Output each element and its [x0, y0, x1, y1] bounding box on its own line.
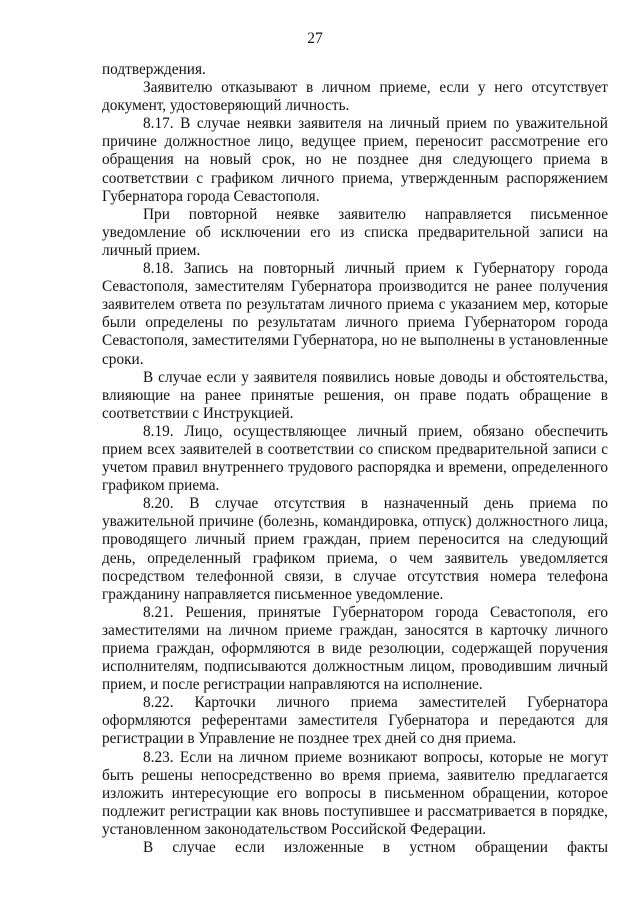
- paragraph-8-21: 8.21. Решения, принятые Губернатором города Севастополя, его заместителями на личном приеме граждан, заносятся в карточку личного приема граждан, оформляются в виде резолюции, содержащей поручения исполнителям, подписываются должностным лицом, проводившим личный прием, и после регистрации направляются на исполнение.: [102, 603, 608, 694]
- paragraph-8-17: 8.17. В случае неявки заявителя на личный прием по уважительной причине должностное лицо, ведущее прием, переносит рассмотрение его обращения на новый срок, но не позднее дня следующего приема в соответствии с графиком личного приема, утвержденным распоряжением Губернатора города Севастополя.: [102, 115, 608, 205]
- paragraph-8-20: 8.20. В случае отсутствия в назначенный день приема по уважительной причине (болезнь, командировка, отпуск) должностного лица, проводящего личный прием граждан, прием переносится на следующий день, определенный графиком приема, о чем заявитель уведомляется посредством телефонной связи, в случае отсутствия номера телефона гражданину направляется письменное уведомление.: [102, 495, 608, 603]
- paragraph: В случае если у заявителя появились новые доводы и обстоятельства, влияющие на ранее принятые решения, он праве подать обращение в соответствии с Инструкцией.: [102, 368, 608, 422]
- paragraph-truncated: В случае если изложенные в устном обращении факты: [143, 839, 608, 857]
- paragraph-8-22: 8.22. Карточки личного приема заместителей Губернатора оформляются референтами заместителя Губернатора и передаются для регистрации в Управление не позднее трех дней со дня приема.: [102, 694, 608, 748]
- paragraph-8-23: 8.23. Если на личном приеме возникают вопросы, которые не могут быть решены непосредственно во время приема, заявителю предлагается изложить интересующие его вопросы в письменном обращении, которое подлежит регистрации как вновь поступившее и рассматривается в порядке, установленном законодательством Российской Федерации.: [102, 748, 608, 838]
- paragraph-8-18: 8.18. Запись на повторный личный прием к Губернатору города Севастополя, заместителям Губернатора производится не ранее получения заявителем ответа по результатам личного приема с указанием мер, которые были определены по результатам личного приема Губернатором города Севастополя, заместителями Губернатора, но не выполнены в установленные сроки.: [102, 260, 608, 368]
- paragraph: При повторной неявке заявителю направляется письменное уведомление об исключении его из списка предварительной записи на личный прием.: [102, 205, 608, 259]
- paragraph-continuation: подтверждения.: [102, 61, 206, 78]
- document-body: [102, 61, 608, 857]
- paragraph-8-19: 8.19. Лицо, осуществляющее личный прием, обязано обеспечить прием всех заявителей в соответствии со списком предварительной записи с учетом правил внутреннего трудового распорядка и времени, определенного графиком приема.: [102, 422, 608, 495]
- page-number: 27: [307, 30, 323, 47]
- paragraph: Заявителю отказывают в личном приеме, если у него отсутствует документ, удостоверяющий личность.: [102, 79, 608, 115]
